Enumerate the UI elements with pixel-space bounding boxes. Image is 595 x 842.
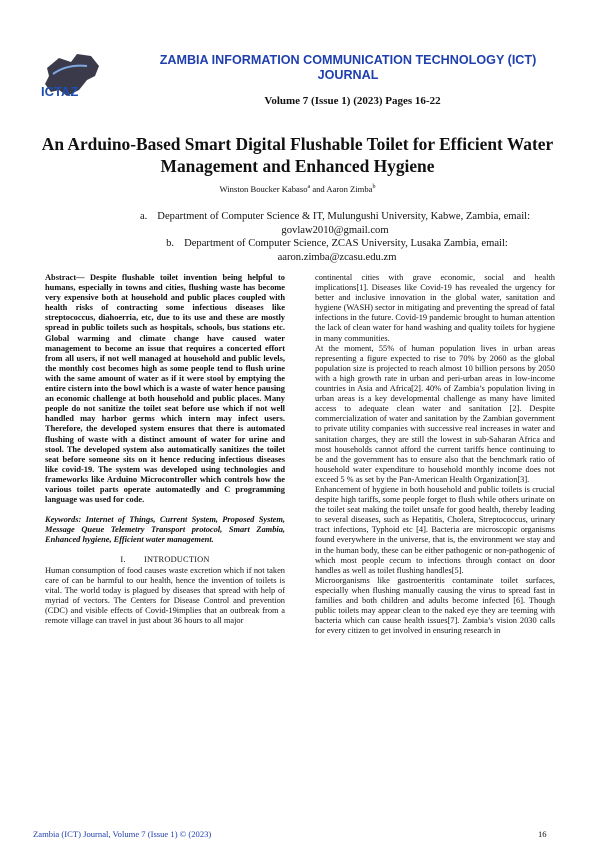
page-number: 16 [538,829,547,839]
footer-citation: Zambia (ICT) Journal, Volume 7 (Issue 1) © (2023) [33,829,212,839]
author-a-mark: a [307,184,311,191]
author-b-mark: b [372,184,376,191]
keywords [45,515,285,545]
body-paragraph: At the moment, 55% of human population lives in urban areas representing a figure expected to rise to 70% by 2060 as the global population size is projected to reach almost 10 billion persons by 2050 with a high growth rate in urban and peri-urban areas in low-income countries in Asia and Africa[2]. 40% of Zambia’s population living in urban areas is a key developmental challenge as many have limited access to adequate clean water and sanitation [2]. Despite commercialization of water and sanitation by the Zambian government to private utility companies with successive real increases in water and sanitation charges, they are still the lowest in sub-Saharan Africa and most households cannot afford the current tariffs hence continuing to be and the government has to ensure also that the benchmark ratio of household water expenditure to household monthly income does not exceed 5 % as set by the Pan-American Health Organization[3]. [315,343,555,484]
paper-title: An Arduino-Based Smart Digital Flushable Toilet for Efficient Water Management and Enhanced Hygiene [41,134,554,176]
author-b: Aaron Zimba [326,184,373,194]
affiliation-marker: b. [166,238,175,249]
body-paragraph: Microorganisms like gastroenteritis contaminate toilet surfaces, especially when flushing manually causing the virus to spread fast in families and both children and adults become infected [6]. Though public toilets may appear clean to the naked eye they are teeming with bacteria which can cause health issues[7]. Zambia’s vision 2030 calls for every citizen to get involved in ensuring research in [315,575,555,636]
left-column [45,273,285,626]
author-a: Winston Boucker Kabaso [219,184,308,194]
affiliation-b [112,237,562,264]
body-paragraph: Enhancement of hygiene in both household and public toilets is crucial despite high tariffs, some people forget to flush while others urinate on the toilet seat making the toilet unsafe for good health, thereby leading to several diseases, such as Hepatitis, Cholera, Streptococcus, urinary tract infections, Typhoid etc [4]. Bacteria are microscopic organisms found everywhere in the universe, that is, the environment we stay and in the human body, these can be either pathogenic or non-pathogenic of which most people cecum to infections through contact on door handles as well as toilet flushing handles[5]. [315,484,555,575]
volume-line: Volume 7 (Issue 1) (2023) Pages 16-22 [264,95,441,107]
abstract-text: Despite flushable toilet invention being helpful to humans, especially in towns and cities, flushing waste has become very expensive both at household and public places coupled with health risks of contracting some infectious diseases like streptococcus, diahoerria, etc, due to its use and these are mostly spread in public toilets such as hospitals, schools, bus stations etc. Global warming and climate change have caused water management to become an issue that requires a concerted effort from all users, if not well managed at household and public levels, the monthly cost becomes high as some people tend to flush urine with the same amount of water as if it were stool by emptying the entire cistern into the bowl which is a waste of water hence pausing an economic challenge at both household and public places. Many people do not sanitize the toilet seat before use which if not well handled may harbor germs which intern may infect users. Therefore, the developed system ensures that there is automated flushing of waste with a distinct amount of water for urine and stool. The developed system also automatically sanitizes the toilet seat before someone sits on it hence reducing infectious diseases like covid-19. The system was developed using technologies and frameworks like Arduino Microcontroller which controls how the various toilet parts operate automatedly and C programming language was used for code. [45,273,285,505]
section-heading: I. INTRODUCTION [120,555,210,565]
author-line [60,184,535,194]
logo-text: ICTAZ [41,84,79,99]
author-joiner: and [310,184,327,194]
journal-logo [37,50,107,104]
keywords-label: Keywords: [45,515,82,525]
body-paragraph: Human consumption of food causes waste excretion which if not taken care of can be harmful to our health, hence the invention of toilets is vital. The world today is plagued by diseases that spread with help of myriad of vectors. The Centers for Disease Control and prevention (CDC) and visible effects of Covid-19implies that an outbreak from a remote village can travel in just about 36 hours to all major [45,565,285,625]
journal-name: ZAMBIA INFORMATION COMMUNICATION TECHNOLOGY (ICT) JOURNAL [159,53,537,82]
right-column [315,273,555,636]
body-paragraph: continental cities with grave economic, social and health implications[1]. Diseases like Covid-19 has revealed the urgency for better and inclusive innovation in the global water, sanitation and hygiene (WASH) sector in mitigating and preventing the spread of fatal infections in the future. Covid-19 pandemic brought to human attention the lack of clean water for hand washing and quality toilets for hygiene in many communities. [315,273,555,343]
abstract [45,273,285,505]
affiliation-a [100,210,570,237]
affiliation-text: Department of Computer Science, ZCAS University, Lusaka Zambia, email: aaron.zimba@zcasu.edu.zm [184,238,508,263]
affiliation-marker: a. [139,211,148,222]
affiliation-text: Department of Computer Science & IT, Mulungushi University, Kabwe, Zambia, email: govlaw2010@gmail.com [157,211,531,236]
abstract-label: Abstract— [45,273,85,282]
keywords-text: Internet of Things, Current System, Proposed System, Message Queue Telemetry Transport protocol, Smart Zambia, Enhanced hygiene, Efficient water management. [45,515,285,545]
